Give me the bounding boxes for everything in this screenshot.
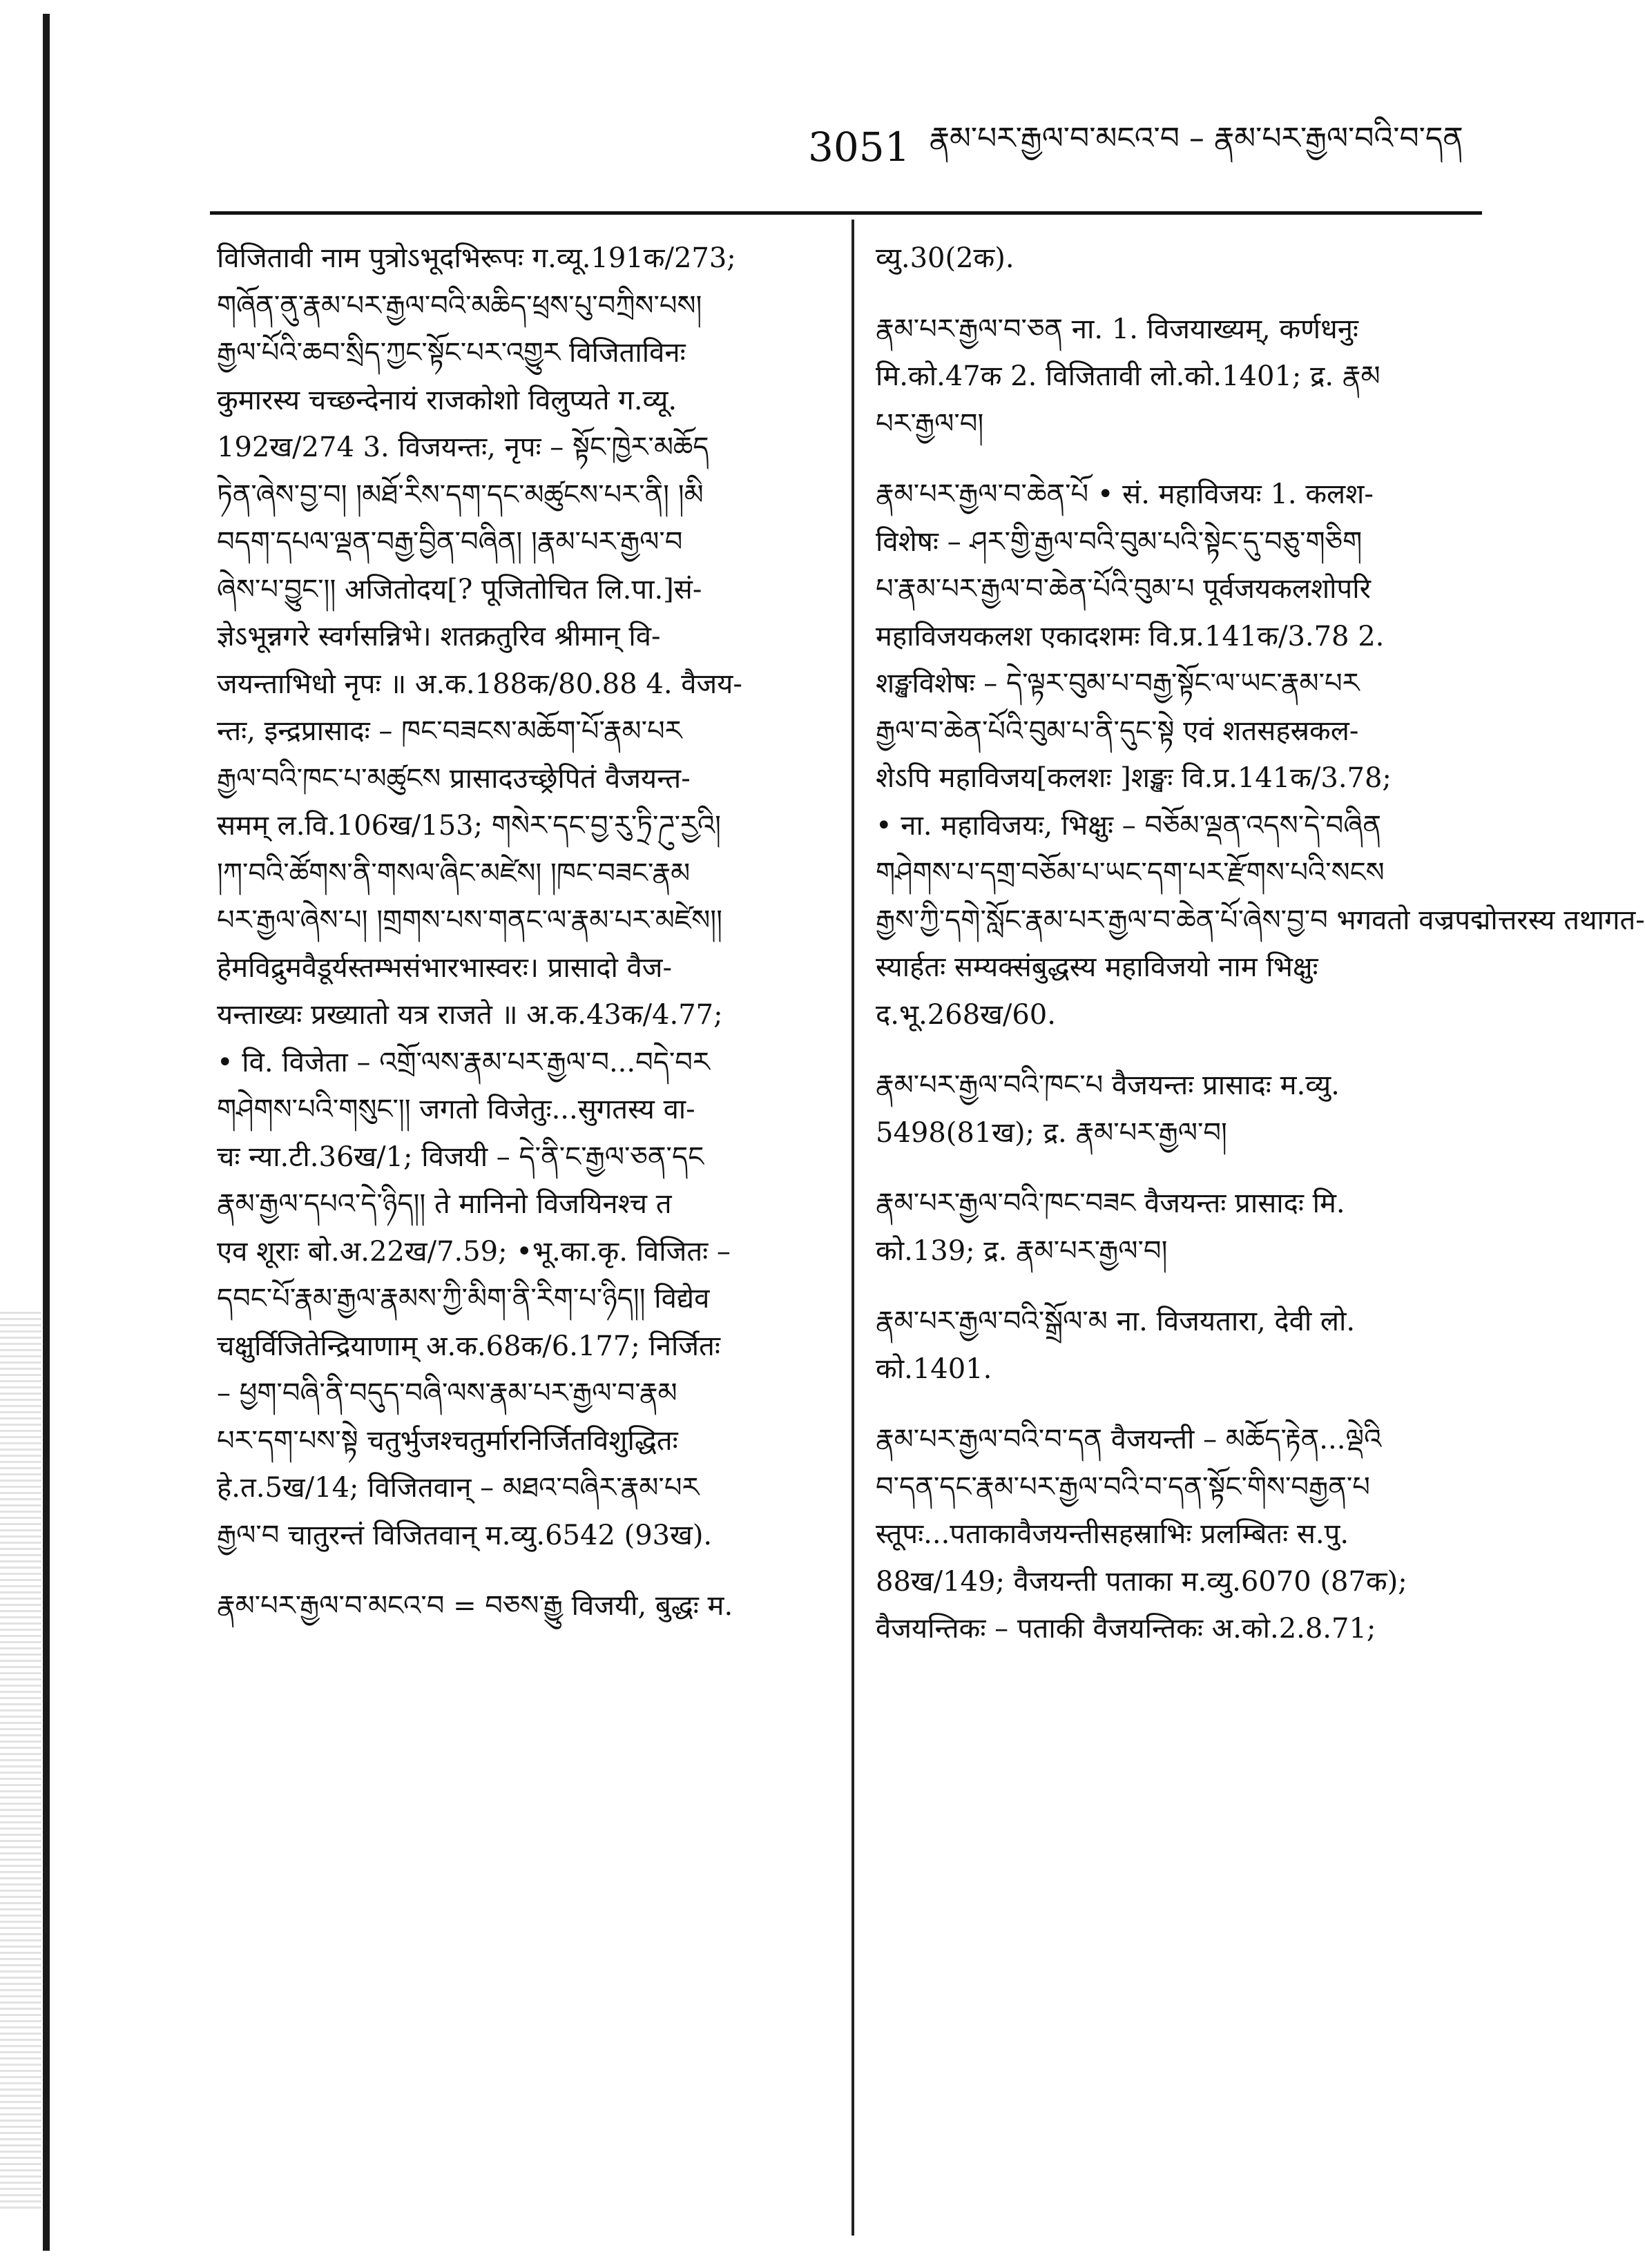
left-column-line: རྣམ་རྒྱལ་དཔའ་དེ་ཉིད།། ते मानिनो विजयिनश्च त: [217, 1188, 672, 1220]
right-column-line: རྣམ་པར་རྒྱལ་བའི་བ་དན वैजयन्ती – མཆོད་རྟེན...ལྡེའི: [876, 1424, 1382, 1455]
right-column-line: རྣམ་པར་རྒྱལ་བའི་སྒྲོལ་མ ना. विजयतारा, देवी लो.: [876, 1306, 1356, 1337]
left-column-line: གཤེགས་པའི་གསུང་།། जगतो विजेतुः...सुगतस्य वा-: [217, 1094, 695, 1125]
running-head-words: རྣམ་པར་རྒྱལ་བ་མངའ་བ – རྣམ་པར་རྒྱལ་བའི་བ་དན: [929, 121, 1463, 156]
left-column-line: རྒྱལ་བའི་ཁང་པ་མཚུངས प्रासादउच्छ्रेपितं वैजयन्त-: [217, 762, 691, 795]
right-column-line: • ना. महाविजयः, भिक्षुः – བཅོམ་ལྡན་འདས་དེ་བཞིན: [876, 809, 1381, 842]
left-column-line: རྒྱལ་པོའི་ཆབ་སྲིད་ཀྱང་སྟོང་པར་འགྱུར विजिताविनः: [217, 337, 686, 369]
left-column-line: པར་དག་པས་སྟེ चतुर्भुजश्चतुर्मारनिर्जितविशुद्धितः: [217, 1424, 678, 1457]
right-column-line: པར་རྒྱལ་བ།: [876, 407, 984, 440]
left-column-line: हेमविद्रुमवैडूर्यस्तम्भसंभारभास्वरः। प्रासादो वैज-: [217, 951, 672, 984]
left-column-line: རྒྱལ་བ चातुरन्तं विजितवान् म.व्यु.6542 (93ख).: [217, 1519, 713, 1551]
left-column-line: བདག་དཔལ་ལྡན་བརྒྱ་བྱིན་བཞིན། །རྣམ་པར་རྒྱལ་བ: [217, 526, 683, 558]
right-column-line: शेऽपि महाविजय[कलशः ]शङ्खः वि.प्र.141क/3.78;: [876, 762, 1392, 794]
right-column-line: [876, 447, 1482, 471]
right-column-line: རྣམ་པར་རྒྱལ་བ་ཆེན་པོ • सं. महाविजयः 1. कलश-: [876, 478, 1374, 510]
left-column-line: །ཀ་བའི་ཚོགས་ནི་གསལ་ཞིང་མཛེས། །ཁང་བཟང་རྣམ: [217, 857, 691, 889]
right-column-line: [876, 1038, 1482, 1062]
right-column-line: གཤེགས་པ་དགྲ་བཅོམ་པ་ཡང་དག་པར་རྫོགས་པའི་སངས: [876, 857, 1385, 889]
right-column-line: རྒྱལ་བ་ཆེན་པོའི་བུམ་པ་ནི་དུང་སྟེ एवं शतसहस्रकल-: [876, 715, 1359, 747]
left-column-line: एव शूराः बो.अ.22ख/7.59; •भू.का.कृ. विजितः –: [217, 1235, 731, 1268]
left-column-line: न्तः, इन्द्रप्रासादः – ཁང་བཟངས་མཆོག་པོ་རྣམ་པར: [217, 715, 682, 747]
right-column-line: स्तूपः...पताकावैजयन्तीसहस्राभिः प्रलम्बितः स.पु.: [876, 1518, 1349, 1550]
binding-shadow: [0, 1312, 41, 2209]
right-column-line: विशेषः – ཤར་གྱི་རྒྱལ་བའི་བུམ་པའི་སྟེང་དུ་བཅུ་གཅིག: [876, 525, 1363, 558]
left-column-line: ཞེས་པ་བྱུང་།། अजितोदय[? पूजितोचित लि.पा.]सं-: [217, 573, 702, 605]
left-column-line: གཞོན་ནུ་རྣམ་པར་རྒྱལ་བའི་མཆིད་ཕྲས་པུ་བཀྲིས་པས།: [217, 289, 702, 322]
right-column-line: བ་དན་དང་རྣམ་པར་རྒྱལ་བའི་བ་དན་སྟོང་གིས་བརྒྱན་པ: [876, 1471, 1370, 1503]
column-divider: [852, 220, 854, 2236]
right-column-line: པ་རྣམ་པར་རྒྱལ་བ་ཆེན་པོའི་བུམ་པ पूर्वजयकलशोपरि: [876, 573, 1371, 605]
left-column-line: ज्ञेऽभून्नगरे स्वर्गसन्निभे। शतक्रतुरिव श्रीमान् वि-: [217, 621, 661, 652]
left-column-line: 192ख/274 3. विजयन्तः, नृपः – སྟོང་ཁྱེར་མཆོད: [217, 432, 709, 463]
right-column-line: [876, 1156, 1482, 1180]
right-column: [876, 235, 1645, 1653]
right-column-line: རྣམ་པར་རྒྱལ་བའི་ཁང་བཟང वैजयन्तः प्रासादः मि.: [876, 1188, 1345, 1219]
right-column-line: व्यु.30(2क).: [876, 242, 1014, 274]
left-column-line: པར་རྒྱལ་ཞེས་པ། །གྲགས་པས་གནང་ལ་རྣམ་པར་མཛེས།།: [217, 904, 722, 936]
left-column-line: རྣམ་པར་རྒྱལ་བ་མངའ་བ = བཅས་རྒྱུ विजयी, बुद्धः म.: [217, 1590, 733, 1622]
right-column-line: རྣམ་པར་རྒྱལ་བ་ཅན ना. 1. विजयाख्यम्, कर्णधनुः: [876, 313, 1358, 345]
header-rule: [210, 211, 1482, 215]
left-column-line: विजितावी नाम पुत्रोऽभूदभिरूपः ग.व्यू.191क/273;: [217, 242, 736, 274]
right-column-line: को.1401.: [876, 1353, 992, 1385]
left-column-line: དབང་པོ་རྣམ་རྒྱལ་རྣམས་ཀྱི་མིག་ནི་རིག་པ་ཉིད།། विद्येव: [217, 1283, 710, 1315]
left-column-line: चः न्या.टी.36ख/1; विजयी – དེ་ནི་ང་རྒྱལ་ཅན་དང: [217, 1141, 704, 1173]
left-column-line: [217, 1559, 829, 1582]
right-column-line: शङ्खविशेषः – དེ་ལྟར་བུམ་པ་བརྒྱ་སྟོང་ལ་ཡང་རྣམ་པར: [876, 668, 1360, 699]
right-column-line: द.भू.268ख/60.: [876, 998, 1056, 1031]
page-number: 3051: [808, 124, 910, 171]
left-column-line: हे.त.5ख/14; विजितवान् – མཐའ་བཞིར་རྣམ་པར: [217, 1472, 700, 1504]
left-column-line: ཏེན་ཞེས་བྱ་བ། །མཐོ་རིས་དག་དང་མཚུངས་པར་ནི། །མི: [217, 478, 704, 511]
left-column-line: जयन्ताभिधो नृपः ॥ अ.क.188क/80.88 4. वैजय-: [217, 668, 742, 700]
right-column-line: को.139; द्र. རྣམ་པར་རྒྱལ་བ།: [876, 1234, 1168, 1267]
right-column-line: मि.को.47क 2. विजितावी लो.को.1401; द्र. རྣམ: [876, 360, 1381, 392]
left-column-line: कुमारस्य चच्छन्देनायं राजकोशो विलुप्यते ग.व्यू.: [217, 384, 677, 416]
left-column-line: – ཕྱག་བཞི་ནི་བདུད་བཞི་ལས་རྣམ་པར་རྒྱལ་བ་རྣམ: [217, 1377, 677, 1409]
right-column-line: 5498(81ख); द्र. རྣམ་པར་རྒྱལ་བ།: [876, 1116, 1227, 1149]
left-column-line: समम् ल.वि.106ख/153; གསེར་དང་བྱ་རུ་ཏྲི་ཌུ་རྱའི།: [217, 810, 722, 842]
left-column: [217, 235, 829, 1630]
right-column-line: [876, 1274, 1482, 1298]
right-column-line: 88ख/149; वैजयन्ती पताका म.व्यु.6070 (87क);: [876, 1565, 1407, 1598]
right-column-line: རྒྱས་ཀྱི་དགེ་སློང་རྣམ་པར་རྒྱལ་བ་ཆེན་པོ་ཞེས་བྱ་བ भगवतो वज्रपद्मोत्तरस्य तथागत-: [876, 904, 1645, 936]
running-header: [808, 116, 1499, 178]
book-binding-edge: [43, 14, 50, 2251]
right-column-line: वैजयन्तिकः – पताकी वैजयन्तिकः अ.को.2.8.71;: [876, 1613, 1376, 1645]
right-column-line: [876, 1393, 1482, 1416]
right-column-line: རྣམ་པར་རྒྱལ་བའི་ཁང་པ वैजयन्तः प्रासादः म.व्यु.: [876, 1069, 1340, 1101]
left-column-line: चक्षुर्विजितेन्द्रियाणाम् अ.क.68क/6.177; निर्जितः: [217, 1330, 720, 1362]
left-column-line: • वि. विजेता – འགྲོ་ལས་རྣམ་པར་རྒྱལ་བ...བདེ་བར: [217, 1046, 710, 1078]
right-column-line: स्यार्हतः सम्यक्संबुद्धस्य महाविजयो नाम भिक्षुः: [876, 951, 1318, 983]
right-column-line: महाविजयकलश एकादशमः वि.प्र.141क/3.78 2.: [876, 620, 1385, 652]
right-column-line: [876, 282, 1482, 306]
left-column-line: यन्ताख्यः प्रख्यातो यत्र राजते ॥ अ.क.43क/4.77;: [217, 999, 723, 1031]
